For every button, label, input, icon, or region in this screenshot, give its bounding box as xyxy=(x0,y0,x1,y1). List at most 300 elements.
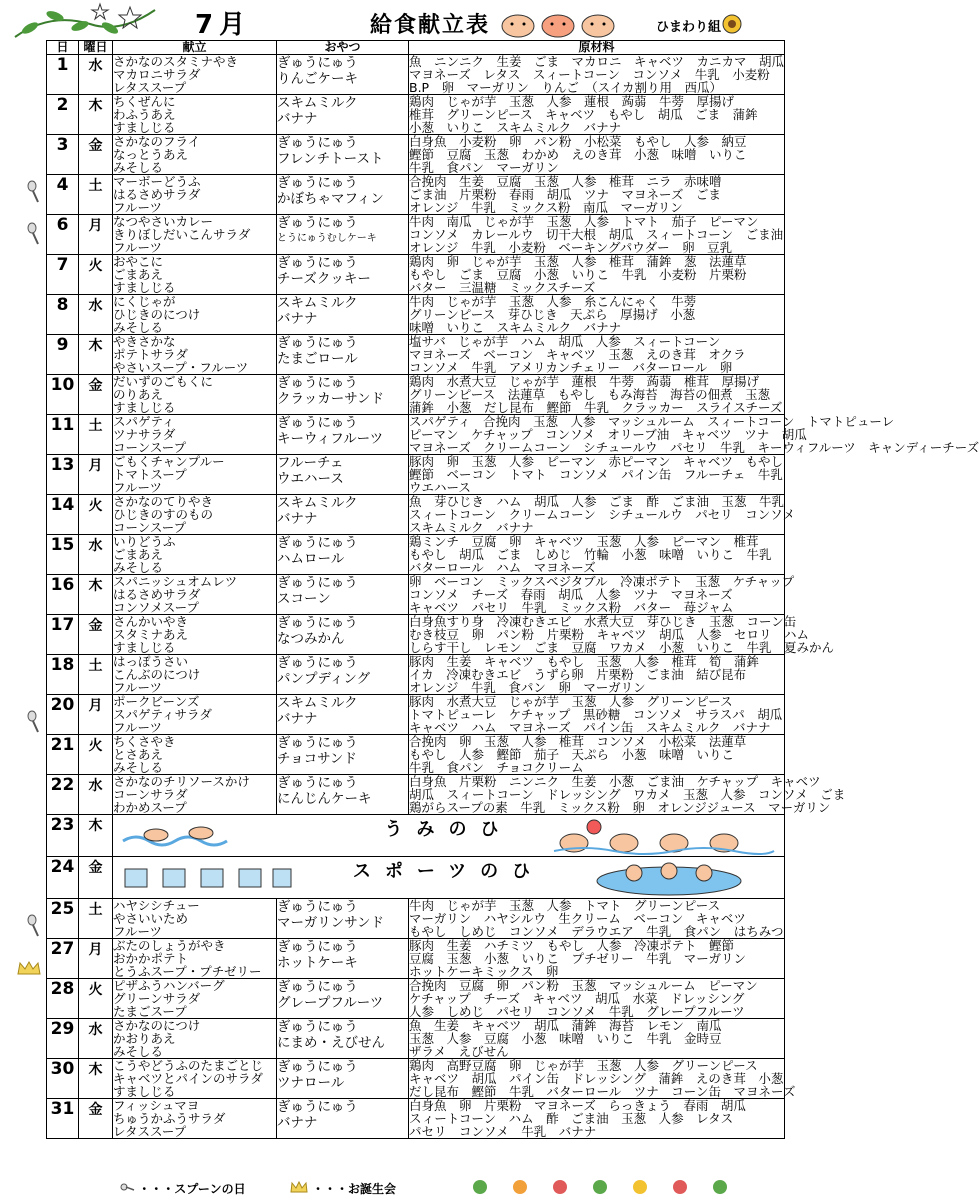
weekday: 金 xyxy=(79,375,113,415)
oyatsu-item: ぎゅうにゅう xyxy=(277,135,358,151)
kondate-item: さかなのてりやき xyxy=(113,494,214,509)
oyatsu-cell xyxy=(277,655,409,695)
day-number: 1 xyxy=(47,55,79,95)
kondate-item: ごまあえ xyxy=(113,267,164,282)
oyatsu-item: ツナロール xyxy=(277,1075,345,1091)
kids-pool-icon xyxy=(594,859,744,897)
ingredient-line: キャベツ パセリ 牛乳 ミックス粉 バター 苺ジャム xyxy=(409,600,734,615)
oyatsu-item: ぎゅうにゅう xyxy=(277,939,358,955)
oyatsu-item: スキムミルク xyxy=(277,695,358,711)
kondate-cell xyxy=(113,375,277,415)
kondate-cell xyxy=(113,215,277,255)
kondate-cell xyxy=(113,1019,277,1059)
kondate-item: なっとうあえ xyxy=(113,147,189,162)
ingredients-cell xyxy=(409,614,835,655)
ingredient-line: もやし しめじ コンソメ デラウエア 牛乳 食パン はちみつ xyxy=(409,924,784,939)
kondate-item: わかめスープ xyxy=(113,800,187,815)
kondate-item: スパニッシュオムレツ xyxy=(113,574,238,589)
header xyxy=(0,0,850,42)
kondate-cell xyxy=(113,415,277,455)
oyatsu-item: ぎゅうにゅう xyxy=(277,575,358,591)
day-number: 22 xyxy=(47,775,79,815)
kondate-item: さかなのフライ xyxy=(113,134,201,149)
ingredient-line: バター 三温糖 ミックスチーズ xyxy=(409,280,596,295)
day-number: 23 xyxy=(47,815,79,857)
menu-table xyxy=(46,40,979,1139)
ingredient-line: 豚肉 卵 玉葱 人参 ピーマン 赤ピーマン キャベツ もやし xyxy=(409,454,784,469)
kondate-item: スパゲティサラダ xyxy=(113,707,212,722)
oyatsu-item: たまごロール xyxy=(277,351,358,367)
day-number: 13 xyxy=(47,455,79,495)
day-number: 30 xyxy=(47,1059,79,1099)
ingredient-line: 鶏肉 水煮大豆 じゃが芋 蓮根 牛蒡 蒟蒻 椎茸 厚揚げ xyxy=(409,374,760,389)
oyatsu-item: スキムミルク xyxy=(277,95,358,111)
ingredients-cell xyxy=(409,774,846,815)
ingredient-line: 鶏肉 じゃが芋 玉葱 人参 蓮根 蒟蒻 牛蒡 厚揚げ xyxy=(409,94,735,109)
ingredient-line: イカ 冷凍むきエビ うずら卵 片栗粉 ごま油 結び昆布 xyxy=(409,667,747,682)
menu-row xyxy=(47,899,785,939)
kondate-item: だいずのごもくに xyxy=(113,374,214,389)
kondate-cell xyxy=(113,655,277,695)
ingredient-line: 鰹節 豆腐 玉葱 わかめ えのき茸 小葱 味噌 いりこ xyxy=(409,147,747,162)
weekday: 木 xyxy=(79,815,113,857)
kondate-cell xyxy=(113,899,277,939)
kondate-item: フィッシュマヨ xyxy=(113,1098,200,1113)
kondate-item: フルーツ xyxy=(113,924,163,939)
ingredients-cell xyxy=(409,899,785,939)
oyatsu-item: マーガリンサンド xyxy=(277,915,385,931)
ingredients-cell xyxy=(409,255,785,295)
kondate-item: いりどうふ xyxy=(113,534,176,549)
kondate-cell xyxy=(113,695,277,735)
kondate-item: ぶたのしょうがやき xyxy=(113,938,226,953)
oyatsu-item: バナナ xyxy=(277,711,318,727)
day-number: 15 xyxy=(47,535,79,575)
day-number: 25 xyxy=(47,899,79,939)
day-number: 2 xyxy=(47,95,79,135)
weekday: 火 xyxy=(79,735,113,775)
spoon-icon xyxy=(26,180,40,204)
col-kondate: 献立 xyxy=(113,41,277,55)
kondate-item: ちゅうかふうサラダ xyxy=(113,1111,226,1126)
ingredient-line: マヨネーズ ベーコン キャベツ 玉葱 えのき茸 オクラ xyxy=(409,347,746,362)
kondate-item: キャベツとパインのサラダ xyxy=(113,1071,263,1086)
col-ingredients: 原材料 xyxy=(409,41,785,55)
day-number: 20 xyxy=(47,695,79,735)
ingredient-line: オレンジ 牛乳 ミックス粉 南瓜 マーガリン xyxy=(409,200,683,215)
kondate-item: みそしる xyxy=(113,760,164,775)
kondate-item: ちくぜんに xyxy=(113,94,176,109)
ingredients-cell xyxy=(409,335,785,375)
faces-decoration-icon xyxy=(498,10,618,40)
ingredient-line: 白身魚 小麦粉 卵 パン粉 小松菜 もやし 人参 納豆 xyxy=(409,134,747,149)
ingredient-line: スキムミルク バナナ xyxy=(409,520,534,535)
oyatsu-item: グレープフルーツ xyxy=(277,995,384,1011)
ingredient-line: 牛乳 食パン マーガリン xyxy=(409,160,559,175)
oyatsu-cell xyxy=(277,979,409,1019)
oyatsu-item: バナナ xyxy=(277,311,318,327)
ingredients-cell xyxy=(409,375,785,415)
col-day: 日 xyxy=(47,41,79,55)
kondate-cell xyxy=(113,295,277,335)
oyatsu-item: ぎゅうにゅう xyxy=(277,535,358,551)
kondate-item: とさあえ xyxy=(113,747,164,762)
ingredient-line: 椎茸 グリーンピース キャベツ もやし 胡瓜 ごま 蒲鉾 xyxy=(409,107,758,122)
menu-row xyxy=(47,455,785,495)
day-number: 4 xyxy=(47,175,79,215)
oyatsu-item: りんごケーキ xyxy=(277,71,358,87)
kondate-item: フルーツ xyxy=(113,680,163,695)
ingredient-line: キャベツ ハム マヨネーズ パイン缶 スキムミルク バナナ xyxy=(409,720,771,735)
menu-row xyxy=(47,175,785,215)
holiday-row-sports xyxy=(47,857,785,899)
ingredient-line: 牛肉 じゃが芋 玉葱 人参 糸こんにゃく 牛蒡 xyxy=(409,294,697,309)
menu-row xyxy=(47,1059,785,1099)
oyatsu-cell xyxy=(277,375,409,415)
menu-row xyxy=(47,1099,785,1139)
menu-row xyxy=(47,55,785,95)
kondate-item: ひじきのすのもの xyxy=(113,507,214,522)
weekday: 土 xyxy=(79,175,113,215)
oyatsu-item: ぎゅうにゅう xyxy=(277,255,358,271)
kondate-cell xyxy=(113,495,277,535)
ingredient-line: ケチャップ チーズ キャベツ 胡瓜 水菜 ドレッシング xyxy=(409,991,745,1006)
kondate-cell xyxy=(113,939,277,979)
day-number: 31 xyxy=(47,1099,79,1139)
kondate-item: すましじる xyxy=(113,400,176,415)
kondate-item: さかなのスタミナやき xyxy=(113,54,239,69)
ingredient-line: コンソメ チーズ 春雨 胡瓜 人参 ツナ マヨネーズ xyxy=(409,587,733,602)
spoon-icon xyxy=(120,1181,134,1193)
kondate-cell xyxy=(113,175,277,215)
oyatsu-cell xyxy=(277,735,409,775)
oyatsu-cell xyxy=(277,939,409,979)
ingredient-line: マヨネーズ クリームコーン シチュールウ パセリ 牛乳 キーウィフルーツ キャンディーチーズ xyxy=(409,440,979,455)
day-number: 17 xyxy=(47,615,79,655)
oyatsu-item: ぎゅうにゅう xyxy=(277,175,358,191)
kondate-item: ごもくチャンプルー xyxy=(113,454,225,469)
weekday: 金 xyxy=(79,615,113,655)
kondate-item: はるさめサラダ xyxy=(113,587,201,602)
oyatsu-cell xyxy=(277,775,409,815)
ingredient-line: 白身魚すり身 冷凍むきエビ 水煮大豆 芽ひじき 玉葱 コーン缶 xyxy=(409,614,797,629)
ingredient-line: グリーンピース 芽ひじき 天ぷら 厚揚げ 小葱 xyxy=(409,307,696,322)
oyatsu-cell xyxy=(277,1099,409,1139)
col-oyatsu: おやつ xyxy=(277,41,409,55)
kondate-item: さかなのチリソースかけ xyxy=(113,774,250,789)
menu-row xyxy=(47,1019,785,1059)
ingredients-cell xyxy=(409,135,785,175)
kondate-item: スパゲティ xyxy=(113,414,175,429)
kondate-item: コーンサラダ xyxy=(113,787,188,802)
day-number: 3 xyxy=(47,135,79,175)
kondate-item: のりあえ xyxy=(113,387,164,402)
kondate-item: ハヤシシチュー xyxy=(113,898,200,913)
oyatsu-item: フレンチトースト xyxy=(277,151,384,167)
day-number: 21 xyxy=(47,735,79,775)
ingredient-line: パセリ コンソメ 牛乳 バナナ xyxy=(409,1124,597,1139)
oyatsu-item: にんじんケーキ xyxy=(277,791,372,807)
oyatsu-item: ぎゅうにゅう xyxy=(277,1059,358,1075)
spoon-icon xyxy=(26,710,40,734)
menu-row xyxy=(47,655,785,695)
holiday-title: うみのひ xyxy=(384,819,513,840)
ingredient-line: 人参 しめじ パセリ コンソメ 牛乳 グレープフルーツ xyxy=(409,1004,745,1019)
oyatsu-cell xyxy=(277,135,409,175)
weekday: 木 xyxy=(79,95,113,135)
holiday-cell xyxy=(113,815,785,857)
ingredient-line: 合挽肉 生姜 豆腐 玉葱 人参 椎茸 ニラ 赤味噌 xyxy=(409,174,722,189)
ingredient-line: 小葱 いりこ スキムミルク バナナ xyxy=(409,120,622,135)
ingredient-line: 味噌 いりこ スキムミルク バナナ xyxy=(409,320,622,335)
weekday: 水 xyxy=(79,535,113,575)
menu-row xyxy=(47,775,785,815)
oyatsu-cell xyxy=(277,415,409,455)
oyatsu-cell xyxy=(277,535,409,575)
ingredient-line: むき枝豆 卵 パン粉 片栗粉 キャベツ 胡瓜 人参 セロリ ハム xyxy=(409,627,810,642)
menu-row xyxy=(47,735,785,775)
menu-row xyxy=(47,135,785,175)
ingredient-line: オレンジ 牛乳 食パン 卵 マーガリン xyxy=(409,680,646,695)
ingredient-line: 牛肉 じゃが芋 玉葱 人参 トマト グリーンピース xyxy=(409,898,721,913)
oyatsu-item: にまめ・えびせん xyxy=(277,1035,385,1051)
menu-row xyxy=(47,375,785,415)
menu-row xyxy=(47,335,785,375)
oyatsu-item: キーウィフルーツ xyxy=(277,431,384,447)
kondate-cell xyxy=(113,335,277,375)
oyatsu-cell xyxy=(277,215,409,255)
ingredients-cell xyxy=(409,735,785,775)
ingredient-line: もやし ごま 豆腐 小葱 いりこ 牛乳 小麦粉 片栗粉 xyxy=(409,267,747,282)
menu-row xyxy=(47,295,785,335)
kondate-item: フルーツ xyxy=(113,720,163,735)
kondate-item: こんぶのにつけ xyxy=(113,667,201,682)
oyatsu-item: チョコサンド xyxy=(277,751,357,767)
weekday: 火 xyxy=(79,979,113,1019)
day-number: 8 xyxy=(47,295,79,335)
weekday: 火 xyxy=(79,255,113,295)
oyatsu-cell xyxy=(277,455,409,495)
ingredients-cell xyxy=(409,574,795,615)
ingredients-cell xyxy=(409,535,785,575)
ingredient-line: ウエハース xyxy=(409,480,471,495)
ingredient-line: 合挽肉 豆腐 卵 パン粉 玉葱 マッシュルーム ピーマン xyxy=(409,978,758,993)
kondate-cell xyxy=(113,615,277,655)
fruits-decoration-icon xyxy=(460,1178,740,1196)
kondate-item: トマトスープ xyxy=(113,467,187,482)
ingredient-line: ごま油 片栗粉 春雨 胡瓜 ツナ マヨネーズ ごま xyxy=(409,187,721,202)
oyatsu-cell xyxy=(277,255,409,295)
kondate-item: はるさめサラダ xyxy=(113,187,201,202)
holiday-cell xyxy=(113,857,785,899)
ingredient-line: 鰹節 ベーコン トマト コンソメ パイン缶 フルーチェ 牛乳 xyxy=(409,467,783,482)
crown-icon xyxy=(16,960,42,976)
kondate-cell xyxy=(113,979,277,1019)
oyatsu-item: ぎゅうにゅう xyxy=(277,735,358,751)
runners-icon xyxy=(123,863,293,893)
kondate-item: わふうあえ xyxy=(113,107,176,122)
ingredient-line: コンソメ 牛乳 アメリカンチェリー バターロール 卵 xyxy=(409,360,733,375)
ingredients-cell xyxy=(409,695,785,735)
month-title: 7月 xyxy=(195,10,252,40)
kondate-item: フルーツ xyxy=(113,240,163,255)
oyatsu-item: バナナ xyxy=(277,511,318,527)
day-number: 10 xyxy=(47,375,79,415)
kondate-item: やさいいため xyxy=(113,911,189,926)
kondate-item: コンソメスープ xyxy=(113,600,200,615)
kondate-cell xyxy=(113,55,277,95)
ingredients-cell xyxy=(409,1058,796,1099)
weekday: 金 xyxy=(79,1099,113,1139)
kondate-item: きりぼしだいこんサラダ xyxy=(113,227,251,242)
oyatsu-item: スキムミルク xyxy=(277,295,358,311)
kondate-item: やきさかな xyxy=(113,334,176,349)
menu-row xyxy=(47,415,785,455)
legend xyxy=(120,1180,396,1197)
kondate-item: さんかいやき xyxy=(113,614,189,629)
ingredients-cell xyxy=(409,455,785,495)
ingredient-line: もやし 人参 鰹節 茄子 天ぷら 小葱 味噌 いりこ xyxy=(409,747,735,762)
beach-kids-icon xyxy=(554,817,774,855)
ingredient-line: 卵 ベーコン ミックスベジタブル 冷凍ポテト 玉葱 ケチャップ xyxy=(409,574,795,589)
legend-crown xyxy=(290,1182,396,1196)
kondate-item: こうやどうふのたまごとじ xyxy=(113,1058,264,1073)
sunflower-icon xyxy=(712,10,752,38)
oyatsu-cell xyxy=(277,1019,409,1059)
kondate-item: すましじる xyxy=(113,640,176,655)
oyatsu-item: とうにゅうむしケーキ xyxy=(277,233,377,244)
ingredient-line: 白身魚 卵 片栗粉 マヨネーズ らっきょう 春雨 胡瓜 xyxy=(409,1098,746,1113)
ingredient-line: スィートコーン クリームコーン シチュールウ パセリ コンソメ xyxy=(409,507,796,522)
oyatsu-item: ぎゅうにゅう xyxy=(277,615,358,631)
ingredient-line: 牛肉 南瓜 じゃが芋 玉葱 人参 トマト 茄子 ピーマン xyxy=(409,214,759,229)
oyatsu-cell xyxy=(277,495,409,535)
oyatsu-cell xyxy=(277,1059,409,1099)
ingredients-cell xyxy=(409,175,785,215)
menu-row xyxy=(47,255,785,295)
menu-row xyxy=(47,695,785,735)
ingredient-line: 鶏肉 高野豆腐 卵 じゃが芋 玉葱 人参 グリーンピース xyxy=(409,1058,758,1073)
kondate-cell xyxy=(113,255,277,295)
kondate-item: みそしる xyxy=(113,160,164,175)
kondate-item: マーボーどうふ xyxy=(113,174,201,189)
kondate-cell xyxy=(113,735,277,775)
kondate-item: みそしる xyxy=(113,1044,164,1059)
ingredient-line: ホットケーキミックス 卵 xyxy=(409,964,559,979)
day-number: 7 xyxy=(47,255,79,295)
oyatsu-cell xyxy=(277,295,409,335)
ingredient-line: キャベツ 胡瓜 パイン缶 ドレッシング 蒲鉾 えのき茸 小葱 xyxy=(409,1071,784,1086)
kondate-item: コーンスープ xyxy=(113,520,187,535)
ingredient-line: 合挽肉 卵 玉葱 人参 椎茸 コンソメ 小松菜 法蓮草 xyxy=(409,734,747,749)
menu-row xyxy=(47,575,785,615)
kondate-item: かおりあえ xyxy=(113,1031,176,1046)
ingredient-line: バターロール ハム マヨネーズ xyxy=(409,560,596,575)
leaves-decoration-icon xyxy=(10,2,160,42)
oyatsu-item: かぼちゃマフィン xyxy=(277,191,384,207)
day-number: 6 xyxy=(47,215,79,255)
day-number: 27 xyxy=(47,939,79,979)
oyatsu-cell xyxy=(277,95,409,135)
oyatsu-item: ぎゅうにゅう xyxy=(277,655,358,671)
ingredient-line: 牛乳 食パン チョコクリーム xyxy=(409,760,584,775)
kondate-cell xyxy=(113,775,277,815)
kondate-item: フルーツ xyxy=(113,480,163,495)
ingredient-line: スィートコーン ハム 酢 ごま油 玉葱 人参 レタス xyxy=(409,1111,734,1126)
ingredient-line: コンソメ カレールウ 切干大根 胡瓜 スィートコーン ごま油 xyxy=(409,227,784,242)
ingredient-line: 魚 芽ひじき ハム 胡瓜 人参 ごま 酢 ごま油 玉葱 牛乳 xyxy=(409,494,785,509)
menu-row xyxy=(47,215,785,255)
weekday: 金 xyxy=(79,857,113,899)
oyatsu-item: ウエハース xyxy=(277,471,344,487)
oyatsu-cell xyxy=(277,695,409,735)
kondate-item: さかなのにつけ xyxy=(113,1018,201,1033)
kondate-item: おかかポテト xyxy=(113,951,189,966)
weekday: 月 xyxy=(79,215,113,255)
day-number: 24 xyxy=(47,857,79,899)
kondate-cell xyxy=(113,575,277,615)
kondate-item: にくじゃが xyxy=(113,294,176,309)
oyatsu-item: バナナ xyxy=(277,1115,318,1131)
ingredients-cell xyxy=(409,1099,785,1139)
ingredients-cell xyxy=(409,414,979,455)
ingredient-line: オレンジ 牛乳 小麦粉 ベーキングパウダー 卵 豆乳 xyxy=(409,240,733,255)
kondate-item: はっぽうさい xyxy=(113,654,189,669)
kondate-item: みそしる xyxy=(113,560,164,575)
ingredients-cell xyxy=(409,1019,785,1059)
day-number: 16 xyxy=(47,575,79,615)
ingredient-line: 鶏肉 卵 じゃが芋 玉葱 人参 椎茸 蒲鉾 葱 法蓮草 xyxy=(409,254,747,269)
ingredient-line: 魚 生姜 キャベツ 胡瓜 蒲鉾 海苔 レモン 南瓜 xyxy=(409,1018,722,1033)
kondate-item: コーンスープ xyxy=(113,440,187,455)
page-title: 給食献立表 xyxy=(370,13,491,38)
weekday: 水 xyxy=(79,295,113,335)
oyatsu-cell xyxy=(277,575,409,615)
weekday: 土 xyxy=(79,655,113,695)
oyatsu-item: なつみかん xyxy=(277,631,345,647)
ingredients-cell xyxy=(409,655,785,695)
kondate-cell xyxy=(113,535,277,575)
kondate-item: スタミナあえ xyxy=(113,627,189,642)
kondate-item: ちくさやき xyxy=(113,734,176,749)
crown-icon xyxy=(290,1181,308,1193)
day-number: 11 xyxy=(47,415,79,455)
ingredients-cell xyxy=(409,95,785,135)
ingredient-line: スパゲティ 合挽肉 玉葱 人参 マッシュルーム スィートコーン トマトピューレ xyxy=(409,414,895,429)
kondate-item: ピザふうハンバーグ xyxy=(113,978,225,993)
weekday: 土 xyxy=(79,899,113,939)
day-number: 18 xyxy=(47,655,79,695)
ingredient-line: しらす干し レモン ごま 豆腐 ワカメ 小葱 いりこ 牛乳 夏みかん xyxy=(409,640,835,655)
kondate-item: すましじる xyxy=(113,280,176,295)
kondate-item: とうふスープ・プチゼリー xyxy=(113,964,262,979)
weekday: 月 xyxy=(79,939,113,979)
kondate-cell xyxy=(113,1059,277,1099)
ingredient-line: 胡瓜 スィートコーン ドレッシング ワカメ 玉葱 人参 コンソメ ごま xyxy=(409,787,846,802)
weekday: 土 xyxy=(79,415,113,455)
weekday: 月 xyxy=(79,455,113,495)
kondate-item: ごまあえ xyxy=(113,547,164,562)
menu-row xyxy=(47,535,785,575)
holiday-row-umi xyxy=(47,815,785,857)
oyatsu-item: スコーン xyxy=(277,591,331,607)
oyatsu-item: ぎゅうにゅう xyxy=(277,1099,358,1115)
menu-row xyxy=(47,979,785,1019)
oyatsu-item: ぎゅうにゅう xyxy=(277,55,358,71)
oyatsu-cell xyxy=(277,335,409,375)
ingredient-line: 魚 ニンニク 生姜 ごま マカロニ キャベツ カニカマ 胡瓜 xyxy=(409,54,785,69)
ingredient-line: 鶏がらスープの素 牛乳 ミックス粉 卵 オレンジジュース マーガリン xyxy=(409,800,831,815)
